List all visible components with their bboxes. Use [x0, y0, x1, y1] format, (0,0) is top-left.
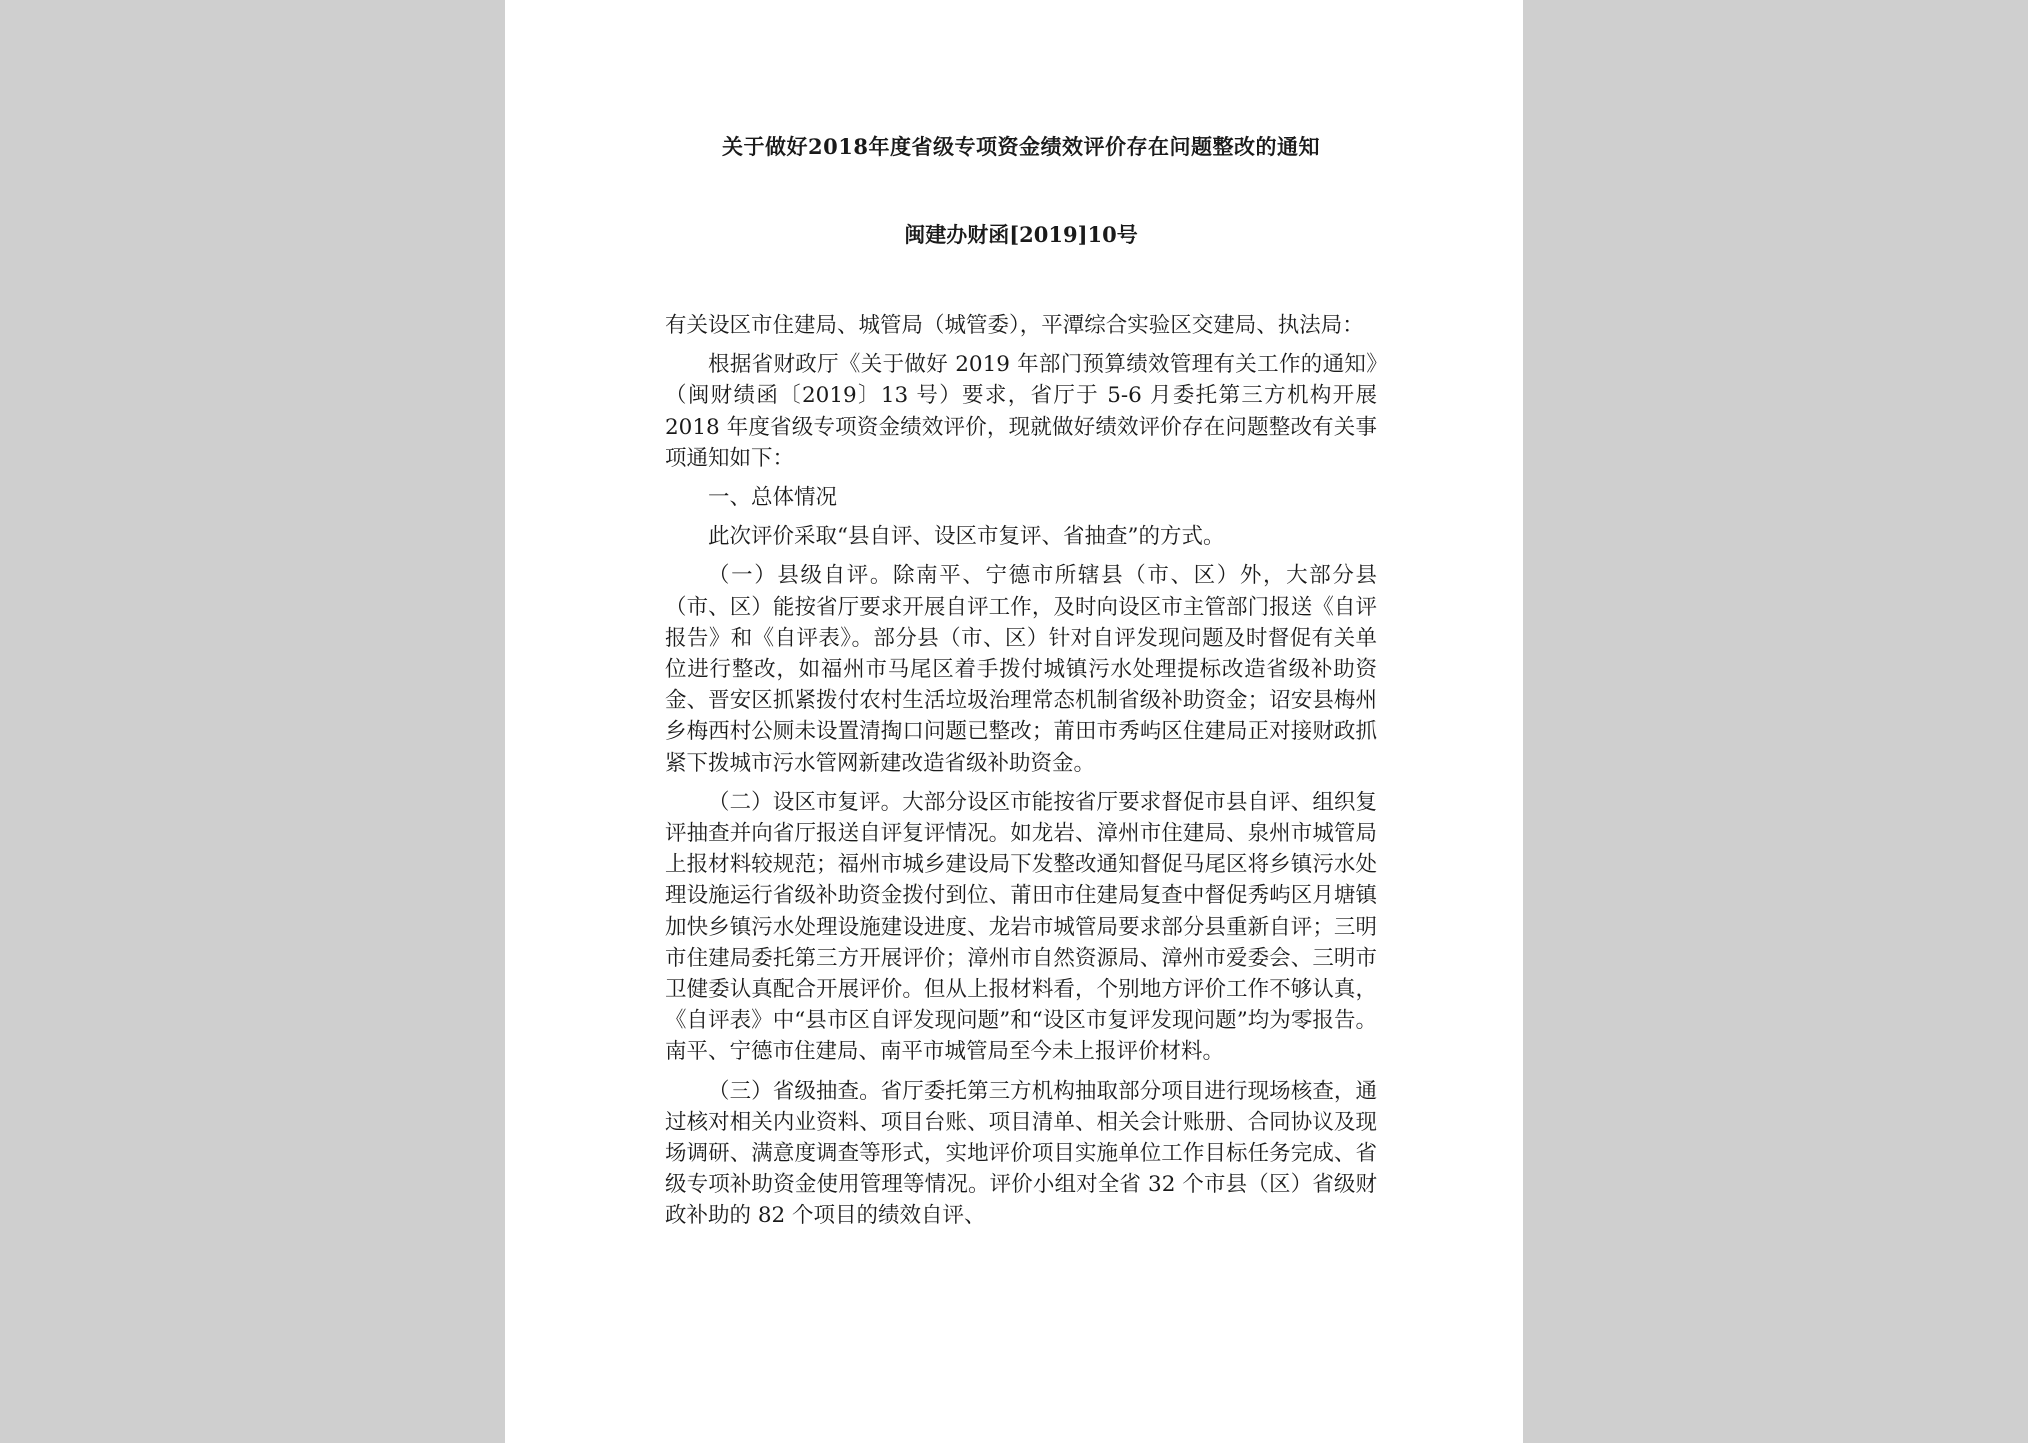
paragraph: （三）省级抽查。省厅委托第三方机构抽取部分项目进行现场核查，通过核对相关内业资料、项目台账、项目清单、相关会计账册、合同协议及现场调研、满意度调查等形式，实地评价项目实施单位工作目标任务完成、省级专项补助资金使用管理等情况。评价小组对全省 32 个市县（区）省级财政补助的 82 个项目的绩效自评、: [665, 1078, 1377, 1229]
section-heading: 一、总体情况: [708, 485, 838, 511]
salutation: 有关设区市住建局、城管局（城管委），平潭综合实验区交建局、执法局：: [665, 313, 1364, 338]
paragraph: （一）县级自评。除南平、宁德市所辖县（市、区）外，大部分县（市、区）能按省厅要求开展自评工作，及时向设区市主管部门报送《自评报告》和《自评表》。部分县（市、区）针对自评发现问题及时督促有关单位进行整改，如福州市马尾区着手拨付城镇污水处理提标改造省级补助资金、晋安区抓紧拨付农村生活垃圾治理常态机制省级补助资金；诏安县梅州乡梅西村公厕未设置清掏口问题已整改；莆田市秀屿区住建局正对接财政抓紧下拨城市污水管网新建改造省级补助资金。: [665, 563, 1377, 776]
document-page: [505, 0, 1523, 1443]
paragraph: 根据省财政厅《关于做好 2019 年部门预算绩效管理有关工作的通知》（闽财绩函〔2019〕13 号）要求，省厅于 5-6 月委托第三方机构开展 2018 年度省级专项资金绩效评价，现就做好绩效评价存在问题整改有关事项通知如下：: [665, 352, 1377, 471]
document-title: 关于做好2018年度省级专项资金绩效评价存在问题整改的通知: [722, 134, 1320, 159]
page-content: [665, 132, 1377, 1240]
paragraph: （二）设区市复评。大部分设区市能按省厅要求督促市县自评、组织复评抽查并向省厅报送自评复评情况。如龙岩、漳州市住建局、泉州市城管局上报材料较规范；福州市城乡建设局下发整改通知督促马尾区将乡镇污水处理设施运行省级补助资金拨付到位、莆田市住建局复查中督促秀屿区月塘镇加快乡镇污水处理设施建设进度、龙岩市城管局要求部分县重新自评；三明市住建局委托第三方开展评价；漳州市自然资源局、漳州市爱委会、三明市卫健委认真配合开展评价。但从上报材料看，个别地方评价工作不够认真，《自评表》中“县市区自评发现问题”和“设区市复评发现问题”均为零报告。南平、宁德市住建局、南平市城管局至今未上报评价材料。: [665, 789, 1377, 1065]
document-body: [665, 310, 1377, 1232]
paragraph: 此次评价采取“县自评、设区市复评、省抽查”的方式。: [708, 524, 1225, 550]
document-number: 闽建办财函[2019]10号: [904, 222, 1138, 247]
